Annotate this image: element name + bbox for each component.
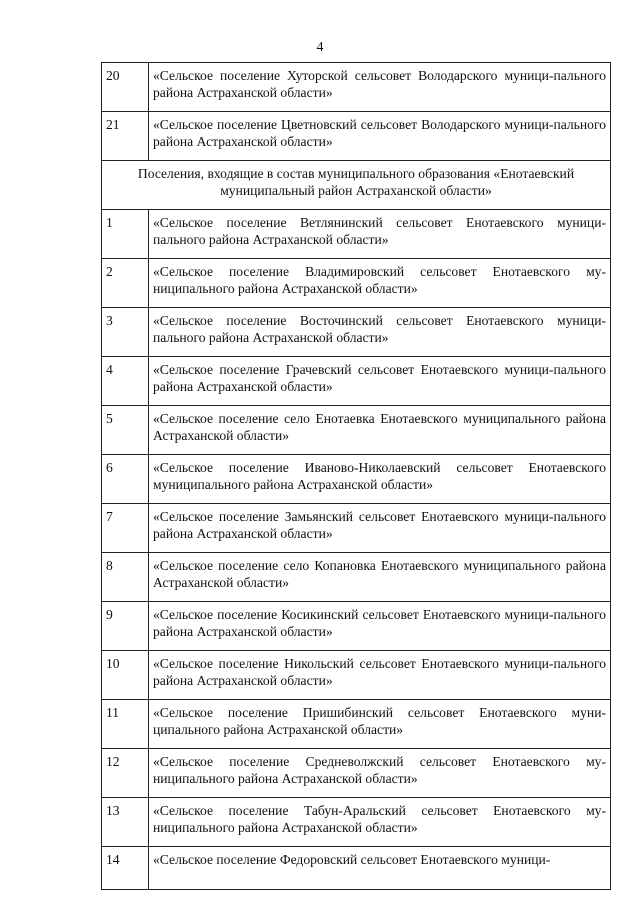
table-row [102,700,611,749]
settlement-name: «Сельское поселение Хуторской сельсовет Володарского муници-пального района Астраханской области» [149,63,611,112]
row-number: 4 [102,357,149,406]
settlement-name: «Сельское поселение Цветновский сельсовет Володарского муници-пального района Астраханской области» [149,112,611,161]
row-number: 11 [102,700,149,749]
row-number: 10 [102,651,149,700]
row-number: 7 [102,504,149,553]
table-row [102,63,611,112]
settlement-name: «Сельское поселение Ветлянинский сельсовет Енотаевского муници-пального района Астраханской области» [149,210,611,259]
table-row [102,602,611,651]
table-row [102,210,611,259]
settlement-name: «Сельское поселение Средневолжский сельсовет Енотаевского му-ниципального района Астраханской области» [149,749,611,798]
table-row [102,651,611,700]
settlement-name: «Сельское поселение Пришибинский сельсовет Енотаевского муни-ципального района Астраханской области» [149,700,611,749]
table-row [102,308,611,357]
table-row [102,357,611,406]
row-number: 2 [102,259,149,308]
settlement-name: «Сельское поселение Ивановo-Николаевский сельсовет Енотаевского муниципального района Астраханской области» [149,455,611,504]
row-number: 1 [102,210,149,259]
settlement-name: «Сельское поселение село Копановка Енотаевского муниципального района Астраханской области» [149,553,611,602]
row-number: 6 [102,455,149,504]
table-row [102,504,611,553]
settlement-name: «Сельское поселение Табун-Аральский сельсовет Енотаевского му-ниципального района Астраханской области» [149,798,611,847]
table-row [102,749,611,798]
settlement-name: «Сельское поселение Владимировский сельсовет Енотаевского му-ниципального района Астраханской области» [149,259,611,308]
page-number: 4 [316,40,324,55]
row-number: 20 [102,63,149,112]
row-number: 21 [102,112,149,161]
row-number: 8 [102,553,149,602]
settlement-name: «Сельское поселение Федоровский сельсовет Енотаевского муници- [149,847,611,890]
table-row [102,406,611,455]
settlements-table [101,62,611,890]
settlement-name: «Сельское поселение Замьянский сельсовет Енотаевского муници-пального района Астраханской области» [149,504,611,553]
row-number: 12 [102,749,149,798]
table-row [102,112,611,161]
section-header: Поселения, входящие в состав муниципального образования «Енотаевский муниципальный район Астраханской области» [102,161,611,210]
section-header-row [102,161,611,210]
table-row [102,847,611,890]
row-number: 5 [102,406,149,455]
table-row [102,455,611,504]
table-row [102,553,611,602]
table-row [102,259,611,308]
table-row [102,798,611,847]
settlement-name: «Сельское поселение Никольский сельсовет Енотаевского муници-пального района Астраханской области» [149,651,611,700]
settlement-name: «Сельское поселение село Енотаевка Енотаевского муниципального района Астраханской области» [149,406,611,455]
row-number: 3 [102,308,149,357]
row-number: 9 [102,602,149,651]
settlement-name: «Сельское поселение Косикинский сельсовет Енотаевского муници-пального района Астраханской области» [149,602,611,651]
settlement-name: «Сельское поселение Грачевский сельсовет Енотаевского муници-пального района Астраханской области» [149,357,611,406]
settlement-name: «Сельское поселение Восточинский сельсовет Енотаевского муници-пального района Астраханской области» [149,308,611,357]
table-body [102,63,611,890]
row-number: 14 [102,847,149,890]
row-number: 13 [102,798,149,847]
